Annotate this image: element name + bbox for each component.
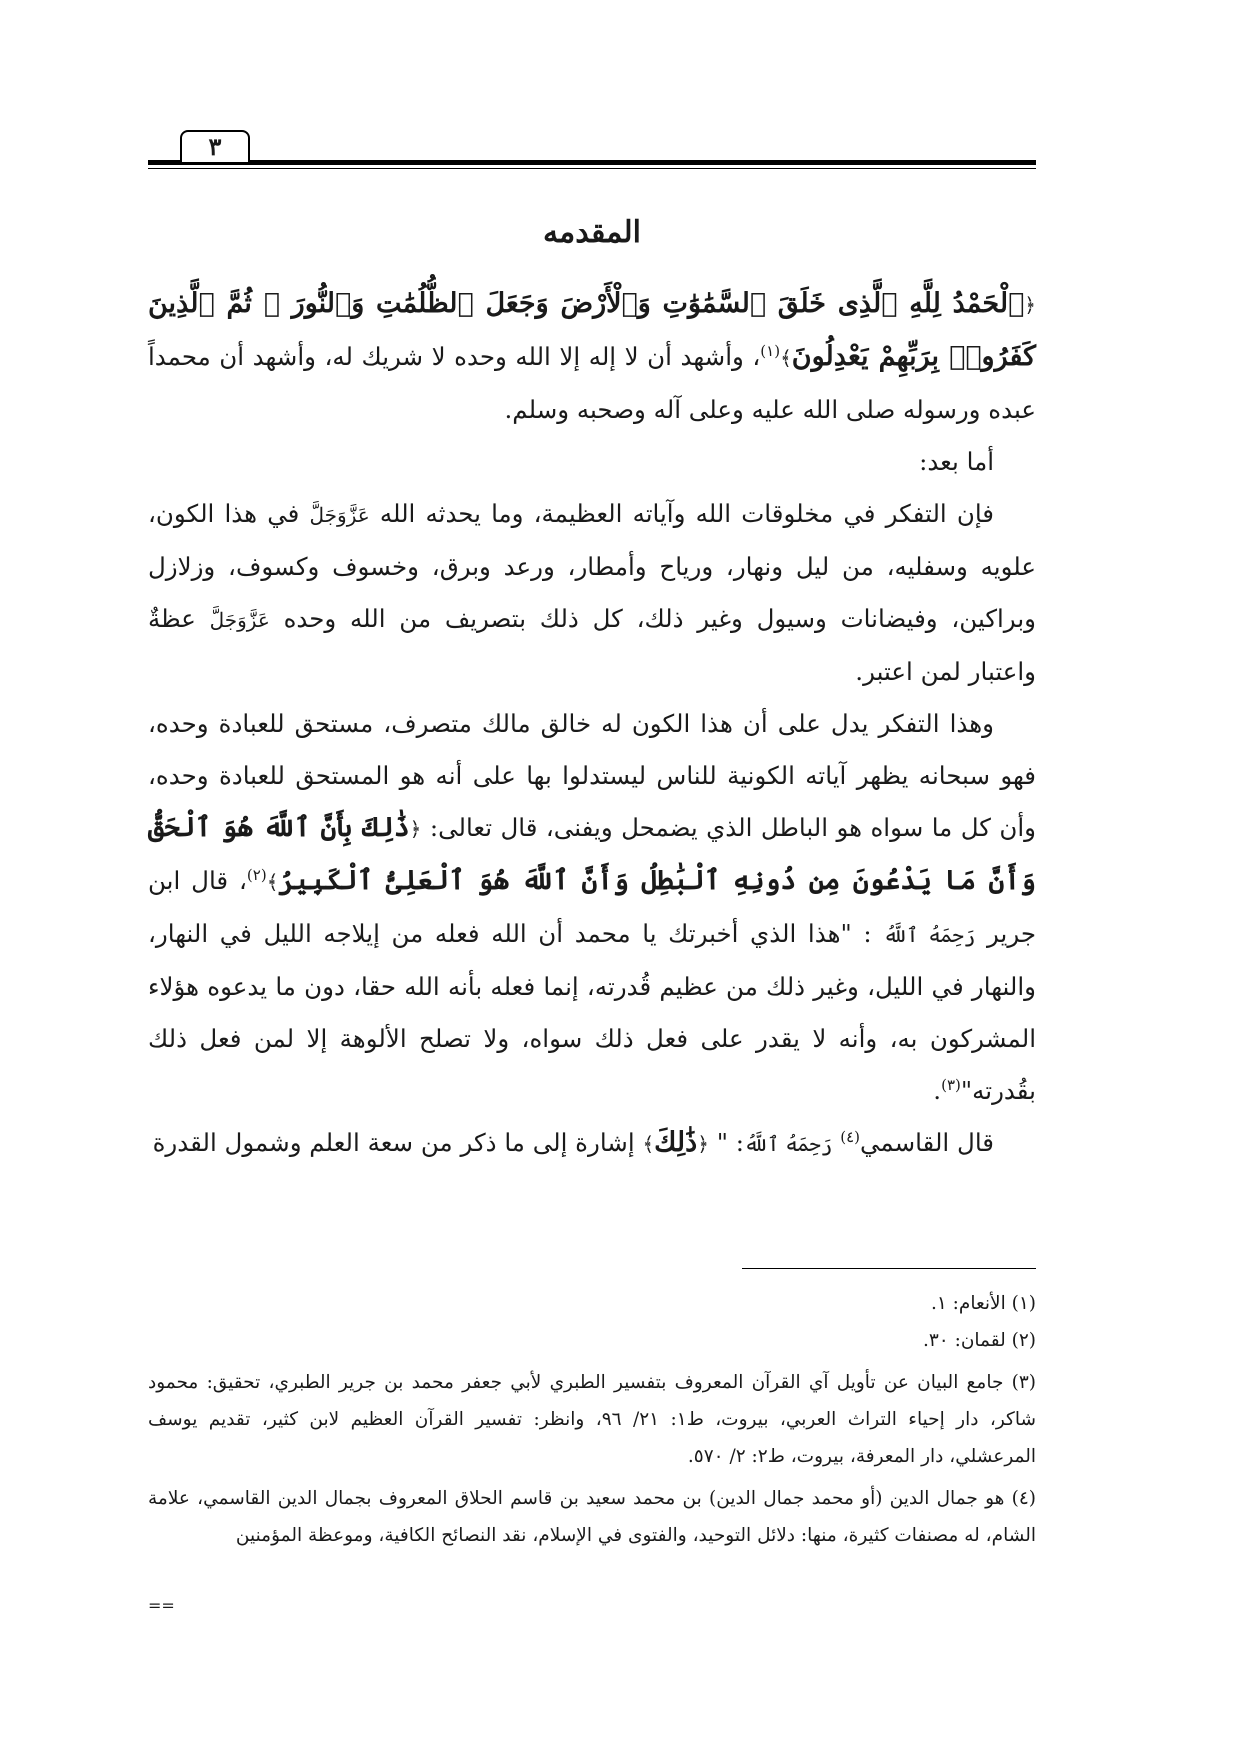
para2-text-c: : "هذا الذي أخبرتك يا محمد أن الله فعله من إيلاجه الليل في النهار، والنهار في الليل، وغير ذلك من عظيم قُدرته، إنما فعله بأنه الله حقا، دون ما يدعوه هؤلاء المشركون به، وأنه لا يقدر على فعل ذلك سواه، ولا تصلح الألوهة إلا لمن فعل ذلك بقُدرته" [148, 919, 1036, 1105]
page-number: ٣ [180, 130, 250, 162]
footnote-ref-2: (٢) [246, 865, 267, 884]
header-rule [148, 160, 1036, 165]
ayah-open-bracket: ﴿ [1024, 293, 1036, 317]
honorific-1: عَزَّوَجَلَّ [309, 503, 370, 527]
footnote-ref-4: (٤) [840, 1127, 860, 1146]
intro-paragraph [148, 278, 1036, 436]
paragraph-3 [148, 1117, 1036, 1170]
footnote-ref-1: (١) [760, 341, 781, 360]
honorific-3: رَحِمَهُ ٱللَّهُ [883, 923, 976, 947]
main-content [148, 215, 1036, 1170]
paragraph-1 [148, 488, 1036, 698]
footnotes [148, 1285, 1036, 1554]
footnote-separator [742, 1268, 1036, 1269]
ayah-close-bracket: ﴾ [642, 1132, 655, 1156]
footnote-4: (٤) هو جمال الدين (أو محمد جمال الدين) بن محمد سعيد بن قاسم الحلاق المعروف بجمال الدين القاسمي، علامة الشام، له مصنفات كثيرة، منها: دلائل التوحيد، والفتوى في الإسلام، نقد النصائح الكافية، وموعظة المؤمنين [148, 1488, 1036, 1546]
honorific-2: عَزَّوَجَلَّ [209, 608, 270, 632]
para1-text-a: فإن التفكر في مخلوقات الله وآياته العظيمة، وما يحدثه الله [379, 499, 995, 528]
page-title: المقدمه [543, 215, 641, 250]
ayah-close-bracket: ﴾ [780, 346, 792, 370]
quran-verse-1: ٱلْحَمْدُ لِلَّهِ ٱلَّذِى خَلَقَ ٱلسَّمَٰوَٰتِ وَٱلْأَرْضَ وَجَعَلَ ٱلظُّلُمَٰتِ وَٱلنُّورَ ۖ ثُمَّ ٱلَّذِينَ كَفَرُوا۟ بِرَبِّهِمْ يَعْدِلُونَ [148, 288, 1036, 372]
para2-text-d: . [933, 1076, 942, 1105]
footnote-continuation-mark: == [148, 1596, 175, 1615]
para1-text-c: عظةٌ واعتبار لمن اعتبر. [148, 604, 1036, 686]
honorific-4: رَحِمَهُ ٱللَّهُ [744, 1132, 833, 1156]
ayah-open-bracket: ﴿ [409, 817, 422, 841]
para1-text-b: في هذا الكون، علويه وسفليه، من ليل ونهار، ورياح وأمطار، ورعد وبرق، وخسوف وكسوف، وزلازل وبراكين، وفيضانات وسيول وغير ذلك، كل ذلك بتصريف من الله وحده [148, 499, 1036, 633]
footnote-3: (٣) جامع البيان عن تأويل آي القرآن المعروف بتفسير الطبري لأبي جعفر محمد بن جرير الطبري، تحقيق: محمود شاكر، دار إحياء التراث العربي، بيروت، ط١: ٢١/ ٩٦، وانظر: تفسير القرآن العظيم لابن كثير، تقديم يوسف المرعشلي، دار المعرفة، بيروت، ط٢: ٢/ ٥٧٠. [148, 1372, 1037, 1467]
paragraph-2 [148, 698, 1036, 1117]
ayah-close-bracket: ﴾ [266, 870, 279, 894]
para3-text-a: قال القاسمي [859, 1128, 994, 1157]
footnote-ref-3: (٣) [941, 1075, 961, 1094]
footnote-1: (١) الأنعام: ١. [930, 1293, 1036, 1314]
footnote-2: (٢) لقمان: ٣٠. [922, 1330, 1036, 1351]
quran-verse-2: ذَٰلِكَ بِأَنَّ ٱللَّهَ هُوَ ٱلْحَقُّ وَأَنَّ مَا يَدْعُونَ مِن دُونِهِ ٱلْبَٰطِلُ وَأَنَّ ٱللَّهَ هُوَ ٱلْعَلِىُّ ٱلْكَبِيرُ [148, 812, 1036, 896]
header-rule-thin [148, 168, 1036, 169]
intro-text: ، وأشهد أن لا إله إلا الله وحده لا شريك له، وأشهد أن محمداً عبده ورسوله صلى الله عليه وعلى آله وصحبه وسلم. [148, 342, 1036, 424]
para3-text-c: إشارة إلى ما ذكر من سعة العلم وشمول القدرة [152, 1128, 635, 1157]
para2-text-a: وهذا التفكر يدل على أن هذا الكون له خالق مالك متصرف، مستحق للعبادة وحده، فهو سبحانه يظهر آياته الكونية للناس ليستدلوا بها على أنه هو المستحق للعبادة وحده، وأن كل ما سواه هو الباطل الذي يضمحل ويفنى، قال تعالى: [148, 709, 1037, 842]
para3-text-b: : " [716, 1128, 745, 1157]
amma-baad: أما بعد: [919, 447, 994, 476]
quran-word: ذَٰلِكَ [654, 1127, 698, 1158]
para2-text-b: ، قال ابن جرير [148, 866, 1036, 948]
ayah-open-bracket: ﴿ [697, 1132, 709, 1156]
